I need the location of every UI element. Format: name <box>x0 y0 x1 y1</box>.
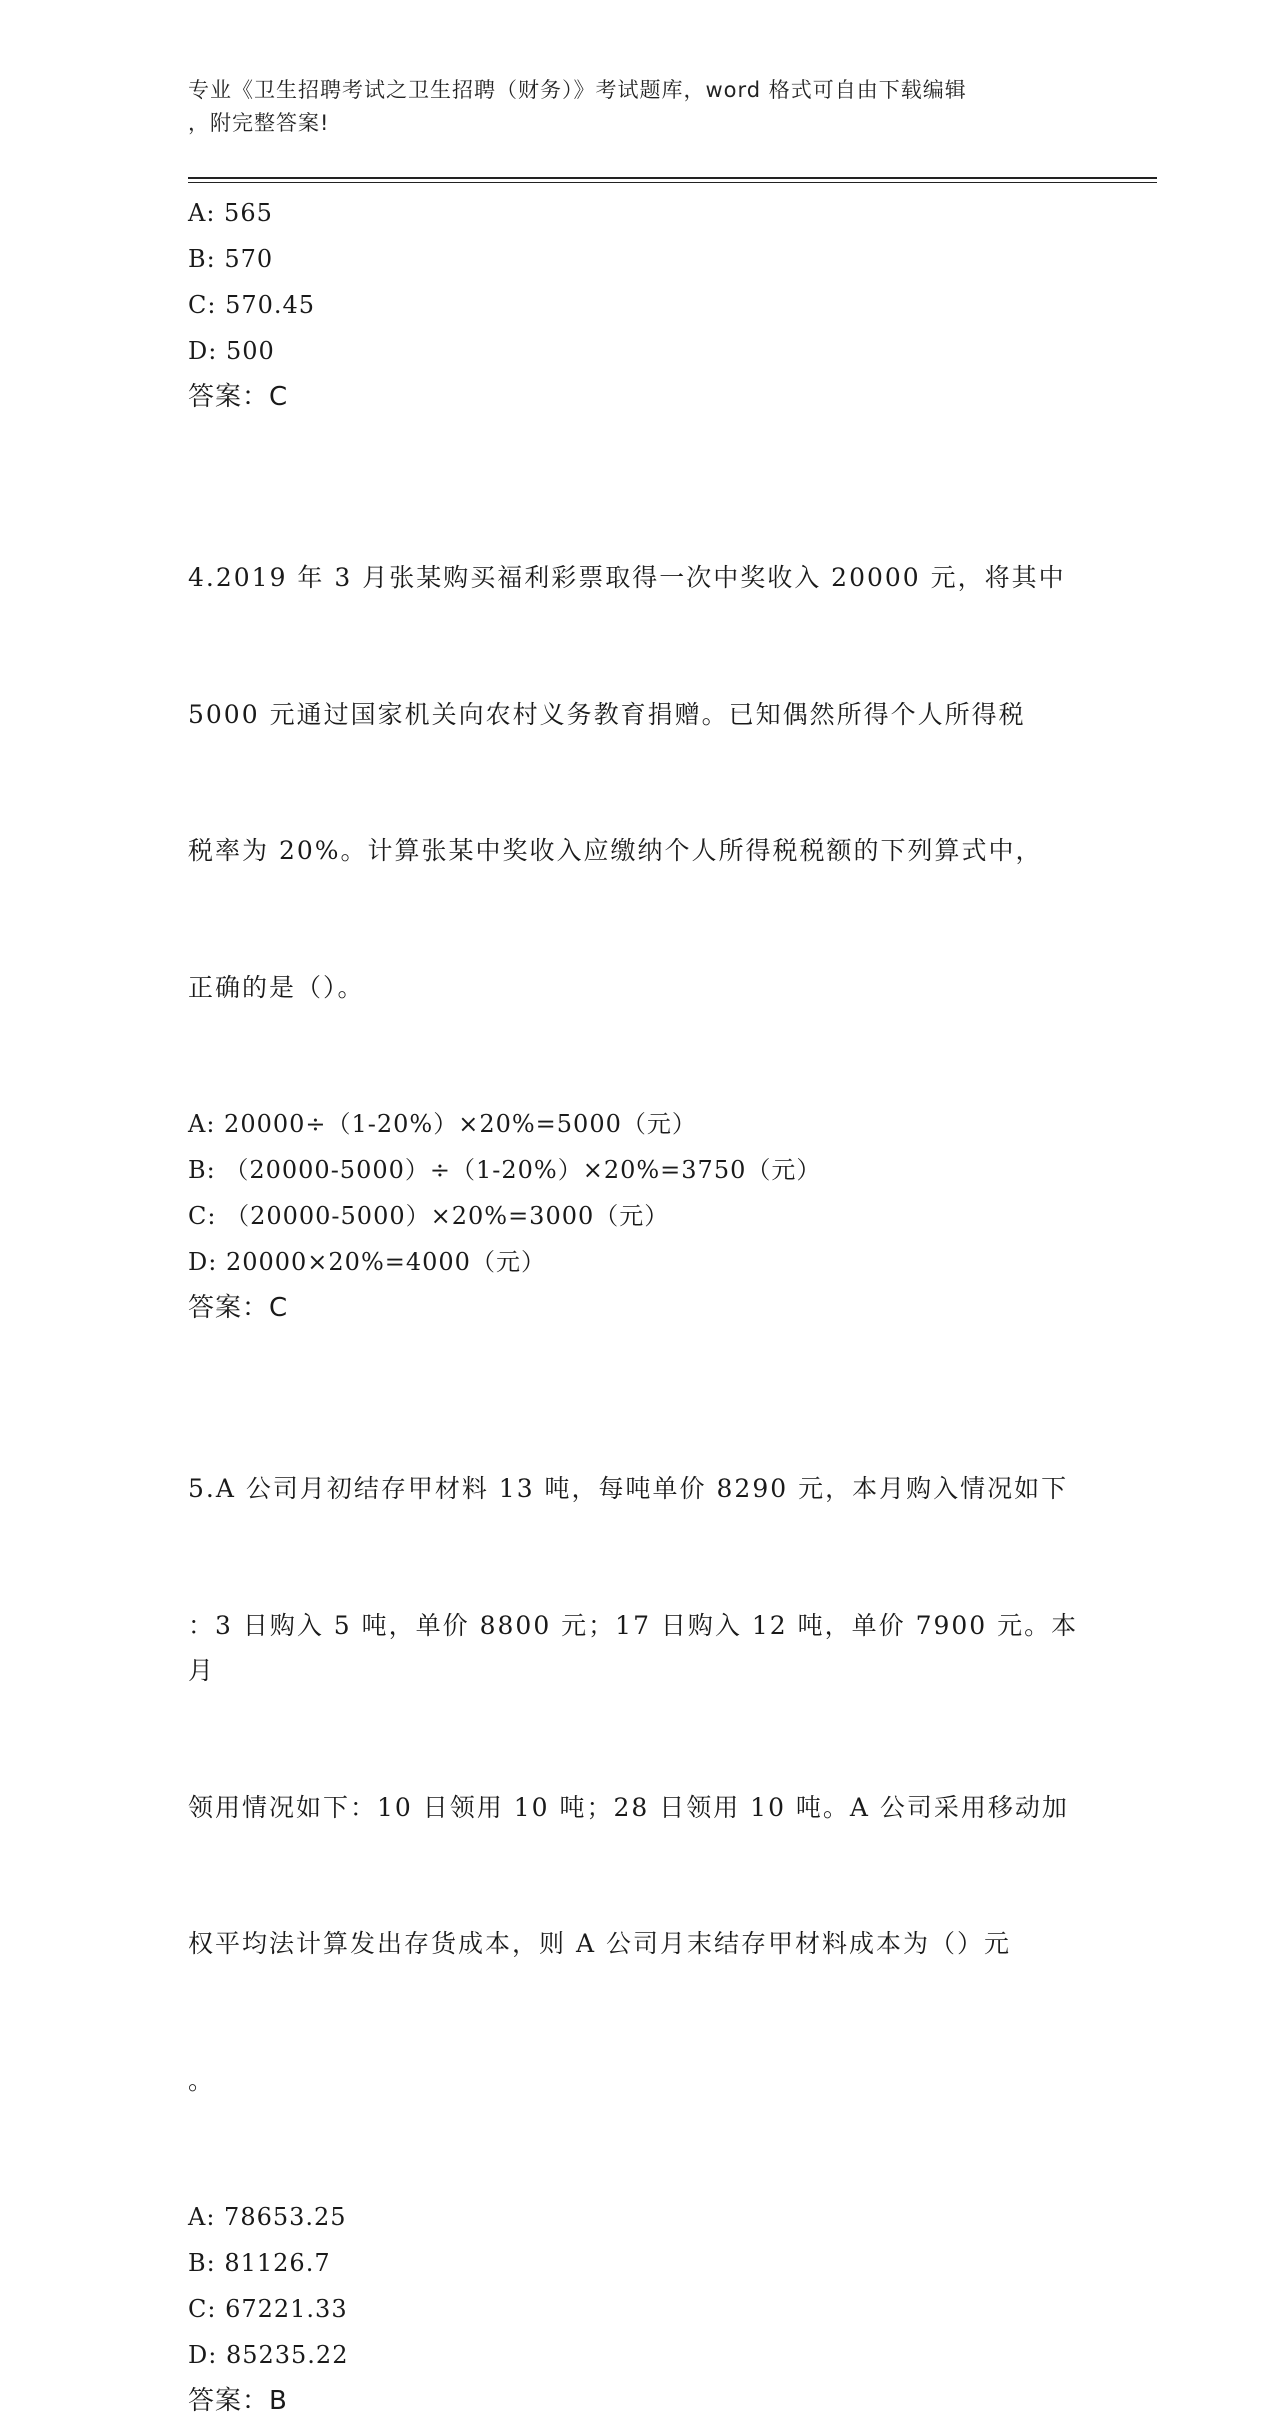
header-line-2: ，附完整答案! <box>188 111 330 135</box>
q4-stem-line-1: 4.2019 年 3 月张某购买福利彩票取得一次中奖收入 20000 元，将其中 <box>188 563 1066 592</box>
question-3 <box>188 190 1088 420</box>
q5-option-d: D: 85235.22 <box>188 2341 349 2369</box>
q4-option-c: C: （20000-5000）×20%=3000（元） <box>188 1202 670 1230</box>
header-rule-thin <box>188 182 1157 183</box>
q5-stem-line-5: 。 <box>188 2065 216 2095</box>
q4-stem-line-2: 5000 元通过国家机关向农村义务教育捐赠。已知偶然所得个人所得税 <box>188 699 1026 729</box>
q5-stem-line-2: ：3 日购入 5 吨，单价 8800 元；17 日购入 12 吨，单价 7900 元。本月 <box>188 1610 1079 1685</box>
document-header <box>188 74 1088 140</box>
q5-option-b: B: 81126.7 <box>188 2249 331 2277</box>
q5-stem-line-3: 领用情况如下：10 日领用 10 吨；28 日领用 10 吨。A 公司采用移动加 <box>188 1792 1069 1822</box>
q3-option-d: D: 500 <box>188 337 275 365</box>
q4-stem-line-4: 正确的是（）。 <box>188 972 365 1002</box>
q5-stem <box>188 1375 1088 2194</box>
q3-answer: 答案：C <box>188 382 289 412</box>
header-rule-thick <box>188 177 1157 179</box>
q4-stem <box>188 464 1088 1101</box>
q5-option-c: C: 67221.33 <box>188 2295 348 2323</box>
q4-stem-line-3: 税率为 20%。计算张某中奖收入应缴纳个人所得税税额的下列算式中， <box>188 836 1043 865</box>
question-5 <box>188 1375 1088 2424</box>
q4-answer: 答案：C <box>188 1293 289 1323</box>
q5-answer: 答案：B <box>188 2386 288 2416</box>
header-line-1: 专业《卫生招聘考试之卫生招聘（财务）》考试题库，word 格式可自由下载编辑 <box>188 78 967 102</box>
document-content <box>188 190 1088 2424</box>
q3-option-c: C: 570.45 <box>188 291 316 319</box>
q3-option-b: B: 570 <box>188 245 274 273</box>
q5-option-a: A: 78653.25 <box>188 2203 347 2231</box>
q4-option-b: B: （20000-5000）÷（1-20%）×20%=3750（元） <box>188 1156 822 1184</box>
q5-stem-line-4: 权平均法计算发出存货成本，则 A 公司月末结存甲材料成本为（）元 <box>188 1929 1011 1958</box>
question-4 <box>188 464 1088 1331</box>
q4-option-d: D: 20000×20%=4000（元） <box>188 1248 546 1276</box>
q3-option-a: A: 565 <box>188 199 273 227</box>
q4-option-a: A: 20000÷（1-20%）×20%=5000（元） <box>188 1110 697 1138</box>
q5-stem-line-1: 5.A 公司月初结存甲材料 13 吨，每吨单价 8290 元，本月购入情况如下 <box>188 1474 1069 1503</box>
